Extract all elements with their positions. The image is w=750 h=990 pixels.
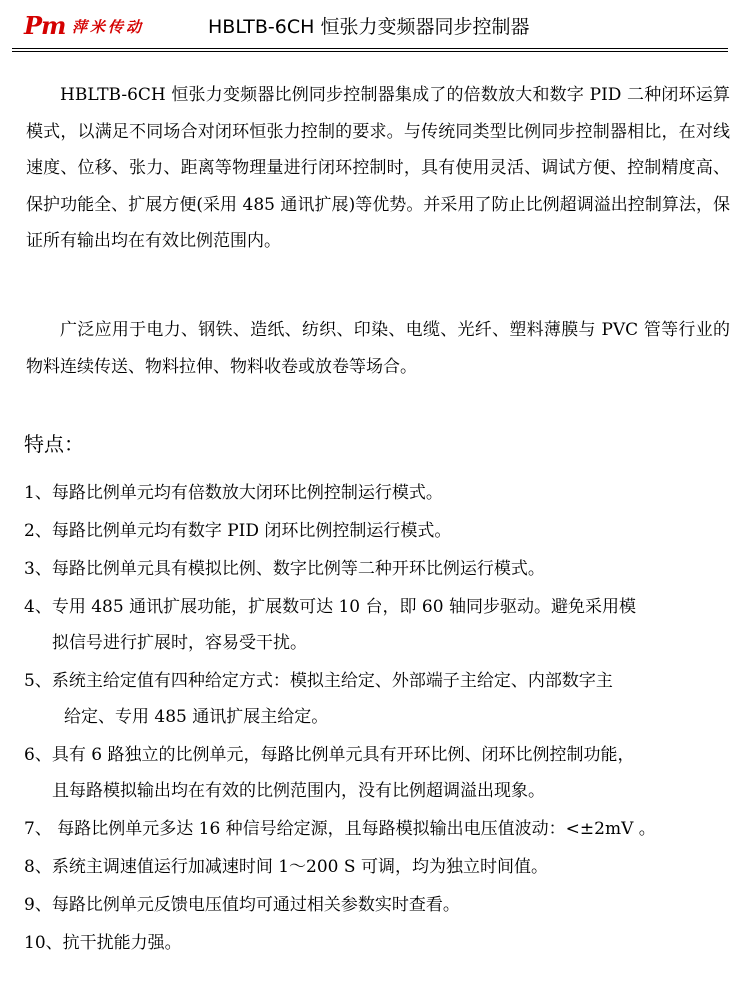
feature-text-continued: 给定、专用 485 通讯扩展主给定。: [64, 707, 329, 727]
feature-text: 系统主给定值有四种给定方式：模拟主给定、外部端子主给定、内部数字主: [51, 671, 613, 691]
feature-text: 每路比例单元均有数字 PID 闭环比例控制运行模式。: [51, 521, 452, 541]
feature-item-1: [24, 475, 730, 511]
feature-text: 具有 6 路独立的比例单元，每路比例单元具有开环比例、闭环比例控制功能，: [51, 745, 635, 765]
feature-number: 7、: [24, 819, 58, 839]
feature-text: 系统主调速值运行加减速时间 1～200 S 可调，均为独立时间值。: [51, 857, 548, 877]
feature-text-continued: 且每路模拟输出均在有效的比例范围内，没有比例超调溢出现象。: [52, 781, 545, 801]
feature-item-3: [24, 551, 730, 587]
feature-item-7: [24, 811, 730, 847]
feature-text: 每路比例单元具有模拟比例、数字比例等二种开环比例运行模式。: [51, 559, 545, 579]
page-title: HBLTB-6CH 恒张力变频器同步控制器: [208, 16, 530, 38]
features-list: [24, 475, 730, 963]
brand-logo-text: 萍米传动: [72, 18, 145, 36]
feature-number: 2、: [24, 521, 52, 541]
feature-number: 5、: [24, 671, 52, 691]
feature-item-10: [24, 925, 730, 961]
page-header: [0, 0, 750, 50]
feature-item-8: [24, 849, 730, 885]
header-rule-thin: [12, 51, 728, 52]
feature-item-2: [24, 513, 730, 549]
intro-paragraph-2: 广泛应用于电力、钢铁、造纸、纺织、印染、电缆、光纤、塑料薄膜与 PVC 管等行业的物料连续传送、物料拉伸、物料收卷或放卷等场合。: [26, 320, 730, 377]
feature-text: 每路比例单元反馈电压值均可通过相关参数实时查看。: [51, 895, 460, 915]
features-heading: 特点：: [24, 432, 84, 456]
feature-item-9: [24, 887, 730, 923]
feature-item-4: [24, 589, 730, 661]
feature-item-5: [24, 663, 730, 735]
feature-number: 1、: [24, 483, 52, 503]
feature-text: 专用 485 通讯扩展功能，扩展数可达 10 台，即 60 轴同步驱动。避免采用模: [51, 597, 636, 617]
feature-number: 6、: [24, 745, 52, 765]
feature-number: 10、: [24, 933, 63, 953]
feature-number: 9、: [24, 895, 52, 915]
feature-number: 4、: [24, 597, 52, 617]
header-rule: [12, 48, 728, 49]
feature-number: 8、: [24, 857, 52, 877]
feature-text: 每路比例单元多达 16 种信号给定源，且每路模拟输出电压值波动：<±2mV 。: [57, 819, 656, 839]
intro-paragraph-1: HBLTB-6CH 恒张力变频器比例同步控制器集成了的倍数放大和数字 PID 二种闭环运算模式，以满足不同场合对闭环恒张力控制的要求。与传统同类型比例同步控制器相比，在对线速度、位移、张力、距离等物理量进行闭环控制时，具有使用灵活、调试方便、控制精度高、保护功能全、扩展方便(采用 485 通讯扩展)等优势。并采用了防止比例超调溢出控制算法，保证所有输出均在有效比例范围内。: [26, 85, 730, 251]
feature-text: 每路比例单元均有倍数放大闭环比例控制运行模式。: [51, 483, 443, 503]
feature-number: 3、: [24, 559, 52, 579]
feature-text: 抗干扰能力强。: [62, 933, 182, 953]
feature-item-6: [24, 737, 730, 809]
feature-text-continued: 拟信号进行扩展时，容易受干扰。: [52, 633, 307, 653]
brand-logo-mark: Pm: [24, 11, 66, 40]
